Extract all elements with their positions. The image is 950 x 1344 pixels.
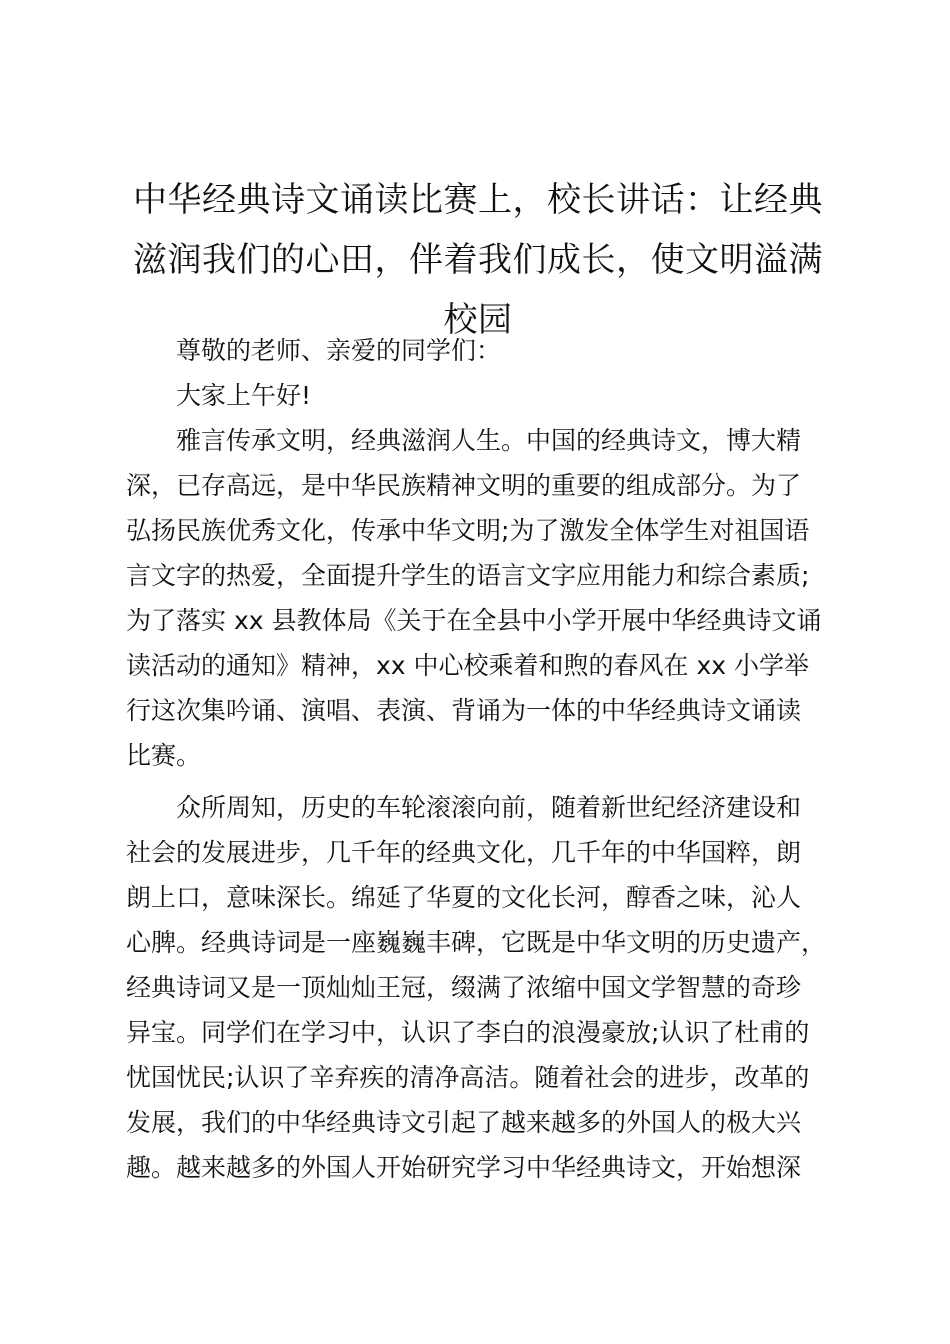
document-body [126, 328, 834, 1190]
paragraph-line: 忧国忧民;认识了辛弃疾的清净高洁。随着社会的进步，改革的 [126, 1063, 810, 1092]
paragraph-line: 言文字的热爱，全面提升学生的语言文字应用能力和综合素质; [126, 561, 810, 590]
paragraph-line: 朗上口，意味深长。绵延了华夏的文化长河，醇香之味，沁人 [126, 883, 802, 912]
greeting-text: 大家上午好! [176, 381, 312, 410]
paragraph-line: 行这次集吟诵、演唱、表演、背诵为一体的中华经典诗文诵读 [126, 696, 802, 725]
document-title [122, 170, 834, 350]
paragraph-line: 雅言传承文明，经典滋润人生。中国的经典诗文，博大精 [176, 426, 802, 455]
paragraph-line: 发展，我们的中华经典诗文引起了越来越多的外国人的极大兴 [126, 1108, 802, 1137]
paragraph-line: 众所周知，历史的车轮滚滚向前，随着新世纪经济建设和 [176, 793, 802, 822]
paragraph-line: 为了落实 xx 县教体局《关于在全县中小学开展中华经典诗文诵 [126, 606, 822, 635]
greeting [126, 373, 834, 418]
salutation [126, 328, 834, 373]
salutation-text: 尊敬的老师、亲爱的同学们： [176, 336, 502, 365]
paragraph-line: 深，已存高远，是中华民族精神文明的重要的组成部分。为了 [126, 471, 802, 500]
paragraph-line: 异宝。同学们在学习中，认识了李白的浪漫豪放;认识了杜甫的 [126, 1018, 810, 1047]
paragraph-line: 弘扬民族优秀文化，传承中华文明;为了激发全体学生对祖国语 [126, 516, 810, 545]
title-line: 校园 [443, 300, 513, 340]
paragraph-line: 经典诗词又是一顶灿灿王冠，缀满了浓缩中国文学智慧的奇珍 [126, 973, 802, 1002]
title-line: 滋润我们的心田，伴着我们成长，使文明溢满 [133, 240, 823, 280]
paragraph-line: 趣。越来越多的外国人开始研究学习中华经典诗文，开始想深 [126, 1153, 802, 1182]
paragraph-line: 读活动的通知》精神，xx 中心校乘着和煦的春风在 xx 小学举 [126, 651, 810, 680]
title-line: 中华经典诗文诵读比赛上，校长讲话：让经典 [133, 180, 823, 220]
paragraph-line: 比赛。 [126, 741, 202, 770]
paragraph-line: 社会的发展进步，几千年的经典文化，几千年的中华国粹，朗 [126, 838, 802, 867]
paragraph-line: 心脾。经典诗词是一座巍巍丰碑，它既是中华文明的历史遗产， [126, 928, 827, 957]
paragraph-2 [126, 785, 834, 1190]
paragraph-1 [126, 418, 834, 778]
